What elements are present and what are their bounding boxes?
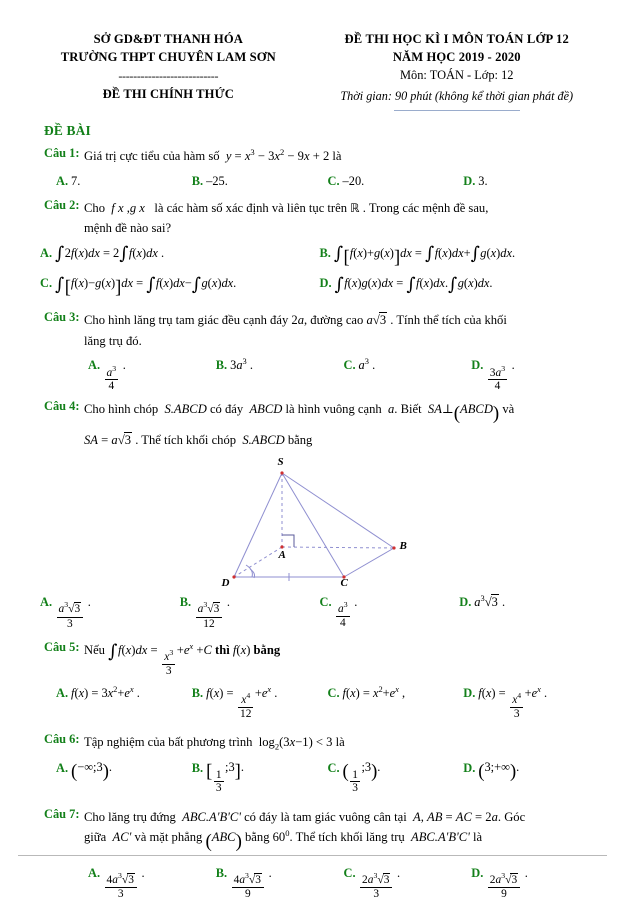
option-key: D.	[463, 760, 476, 775]
question-6-body	[84, 732, 599, 752]
option-value: $\frac{a^3}{4}$ .	[106, 358, 126, 393]
option-value: f(x) = $\frac{x^4}{12}$ $+e^x$ .	[206, 683, 278, 720]
question-1-option-d[interactable]	[463, 172, 599, 191]
school-year: NĂM HỌC 2019 - 2020	[392, 50, 521, 65]
option-key: B.	[191, 760, 204, 775]
option-key: A.	[88, 865, 101, 880]
option-key: C.	[343, 865, 356, 880]
question-4-label: Câu 4:	[44, 399, 80, 414]
question-4-text-line1: Cho hình chóp S.ABCD có đáy ABCD là hình vuông cạnh a. Biết SA⊥(ABCD) và	[84, 402, 515, 425]
question-5-text: Nếu ∫f(x)dx = $\frac{x^3}{3}$ $+e^x +C$ thì f(x) bằng	[84, 640, 281, 677]
option-key: A.	[56, 686, 69, 700]
option-value: $\frac{a^3√3}{12}$ .	[197, 594, 230, 630]
question-1-text: Giá trị cực tiểu của hàm số $y = x^3 - 3x^2 - 9x + 2$ là	[84, 146, 342, 164]
question-1-options	[30, 172, 599, 191]
option-key: A.	[40, 594, 53, 609]
footer-divider	[18, 855, 607, 856]
subject-grade: Môn: TOÁN - Lớp: 12	[400, 67, 514, 82]
question-3-option-a[interactable]	[88, 356, 216, 392]
question-2-text-line1: Cho f x ,g x là các hàm số xác định và liên tục trên ℝ . Trong các mệnh đề sau,	[84, 200, 489, 215]
option-key: C.	[40, 276, 53, 291]
document-header	[0, 0, 625, 109]
question-7-option-b[interactable]	[216, 864, 344, 901]
option-value: 3.	[478, 173, 488, 188]
question-5-option-b[interactable]	[192, 684, 328, 720]
option-key: A.	[40, 245, 53, 260]
option-key: B.	[191, 173, 204, 188]
question-3	[30, 310, 599, 351]
question-1	[30, 146, 599, 166]
option-key: D.	[463, 173, 476, 188]
question-5-option-a[interactable]	[56, 684, 192, 720]
option-key: B.	[319, 245, 331, 260]
question-6-text: Tập nghiệm của bất phương trình $\log_2(3x-1) < 3$ là	[84, 735, 345, 752]
question-5-label: Câu 5:	[44, 639, 80, 654]
option-value: $\frac{a^3√3}{3}$ .	[58, 594, 91, 630]
option-value: $a^3$ .	[358, 356, 376, 373]
question-3-option-d[interactable]	[471, 356, 599, 392]
question-4-option-b[interactable]	[180, 593, 320, 630]
question-5-option-d[interactable]	[463, 684, 599, 720]
option-value: $\frac{4a^3√3}{9}$ .	[233, 865, 272, 901]
option-value: ∫f(x)g(x)dx = ∫f(x)dx.∫g(x)dx.	[334, 275, 493, 296]
question-3-text-line2: lăng trụ đó.	[84, 334, 142, 349]
pyramid-svg	[200, 453, 430, 585]
option-value: $3a^3$ .	[230, 356, 253, 373]
question-4-option-c[interactable]	[320, 593, 460, 630]
question-4-option-d[interactable]	[459, 593, 599, 630]
question-1-label: Câu 1:	[44, 146, 80, 161]
pyramid-figure	[200, 453, 430, 589]
question-4-text-line2: SA = a√3 . Thể tích khối chóp S.ABCD bằng	[84, 433, 313, 448]
question-4-option-a[interactable]	[40, 593, 180, 630]
question-7-option-d[interactable]	[471, 864, 599, 901]
question-2-options-row1	[30, 244, 599, 273]
option-value: ( $\frac{1}{3}$ ;3).	[342, 760, 381, 795]
question-6-label: Câu 6:	[44, 732, 80, 747]
option-value: $\frac{2a^3√3}{3}$ .	[362, 865, 401, 901]
question-4-options	[30, 593, 599, 630]
option-key: D.	[471, 865, 484, 880]
option-value: –25.	[206, 173, 228, 188]
question-2-body	[84, 198, 599, 239]
question-7-options	[30, 864, 599, 901]
option-key: A.	[56, 173, 69, 188]
question-4-figure-wrap	[30, 453, 599, 589]
figure-vertex-label-c: C	[340, 576, 348, 589]
question-6-option-a[interactable]	[56, 758, 192, 794]
option-key: D.	[471, 358, 484, 373]
option-key: C.	[327, 173, 340, 188]
question-2-options-row2	[30, 274, 599, 303]
option-key: B.	[179, 594, 192, 609]
question-1-option-c[interactable]	[328, 172, 464, 191]
question-3-text-line1: Cho hình lăng trụ tam giác đều cạnh đáy 2a, đường cao a√3 . Tính thể tích của khối	[84, 313, 507, 328]
question-5-options	[30, 684, 599, 720]
question-7-body	[84, 807, 599, 858]
option-key: B.	[191, 686, 204, 700]
question-7-text-line1: Cho lăng trụ đứng ABC.A'B'C' có đáy là tam giác vuông cân tại A, AB = AC = 2a. Góc	[84, 809, 526, 824]
question-7	[30, 807, 599, 858]
option-key: A.	[56, 760, 69, 775]
header-left-block	[28, 30, 315, 109]
option-value: $f(x) = 3x^2+e^x$ .	[71, 683, 140, 700]
option-key: D.	[463, 686, 476, 700]
question-7-option-a[interactable]	[88, 864, 216, 901]
option-key: B.	[215, 358, 228, 373]
question-2-option-b[interactable]	[320, 244, 600, 273]
option-value: $\frac{3a^3}{4}$ .	[489, 358, 515, 393]
option-value: (−∞;3).	[71, 760, 112, 783]
figure-vertex-label-b: B	[399, 539, 407, 552]
question-4	[30, 399, 599, 451]
header-divider-dashes: ---------------------------	[118, 68, 219, 83]
option-key: B.	[215, 865, 228, 880]
exam-title: ĐỀ THI HỌC KÌ I MÔN TOÁN LỚP 12	[344, 32, 570, 46]
question-2-text-line2: mệnh đề nào sai?	[84, 221, 172, 236]
question-3-options	[30, 356, 599, 392]
question-3-body	[84, 310, 599, 351]
option-value: $\frac{4a^3√3}{3}$ .	[106, 865, 145, 901]
option-value: $f(x) = x^2+e^x$ ,	[342, 683, 406, 700]
option-value: $a^3√3$ .	[474, 592, 506, 609]
question-1-body	[84, 146, 599, 166]
question-6-options	[30, 758, 599, 794]
question-3-label: Câu 3:	[44, 310, 80, 325]
option-value: $\frac{2a^3√3}{9}$ .	[489, 865, 528, 901]
option-value: ∫2f(x)dx = 2∫f(x)dx .	[55, 244, 165, 265]
option-key: C.	[343, 358, 356, 373]
option-key: D.	[459, 594, 472, 609]
question-2-option-a[interactable]	[40, 244, 320, 273]
option-key: C.	[327, 760, 340, 775]
option-value: [ $\frac{1}{3}$ ;3].	[206, 760, 244, 795]
option-key: C.	[319, 594, 332, 609]
option-value: ∫[f(x)−g(x)]dx = ∫f(x)dx−∫g(x)dx.	[55, 275, 237, 299]
question-1-option-b[interactable]	[192, 172, 328, 191]
question-7-option-c[interactable]	[344, 864, 472, 901]
question-3-option-b[interactable]	[216, 356, 344, 392]
option-key: C.	[327, 686, 340, 700]
question-6-option-d[interactable]	[463, 758, 599, 794]
option-key: A.	[88, 358, 101, 373]
header-right-block	[315, 30, 598, 109]
option-value: $\frac{a^3}{4}$ .	[338, 594, 358, 629]
question-2	[30, 198, 599, 239]
question-6-option-b[interactable]	[192, 758, 328, 794]
question-1-option-a[interactable]	[56, 172, 192, 191]
option-value: 7.	[71, 173, 81, 188]
question-6-option-c[interactable]	[328, 758, 464, 794]
question-7-label: Câu 7:	[44, 806, 80, 821]
figure-vertex-label-s: S	[277, 455, 284, 468]
question-5-body	[84, 640, 599, 677]
option-value: (3;+∞).	[478, 760, 520, 783]
question-5-option-c[interactable]	[328, 684, 464, 720]
question-2-option-d[interactable]	[320, 274, 600, 303]
exam-content	[0, 109, 625, 900]
exam-duration: Thời gian: 90 phút (không kể thời gian phát đề)	[340, 88, 573, 109]
question-4-body	[84, 399, 599, 451]
option-value: ∫[f(x)+g(x)]dx = ∫f(x)dx+∫g(x)dx.	[333, 244, 516, 268]
department-name: SỞ GD&ĐT THANH HÓA	[93, 32, 243, 46]
school-name: TRƯỜNG THPT CHUYÊN LAM SƠN	[60, 50, 276, 65]
figure-vertex-label-d: D	[221, 576, 230, 589]
question-3-option-c[interactable]	[344, 356, 472, 392]
option-value: f(x) = $\frac{x^4}{3}$ $+e^x$ .	[478, 683, 548, 720]
question-7-text-line2: giữa AC' và mặt phẳng (ABC) bằng $60^0$. Thể tích khối lăng trụ ABC.A'B'C' là	[84, 827, 483, 853]
figure-vertex-label-a: A	[278, 548, 286, 561]
question-6	[30, 732, 599, 752]
section-title: ĐỀ BÀI	[44, 123, 91, 139]
option-value: –20.	[342, 173, 365, 188]
option-key: D.	[319, 276, 332, 291]
question-5	[30, 640, 599, 677]
official-exam-label: ĐỀ THI CHÍNH THỨC	[102, 86, 234, 101]
question-2-label: Câu 2:	[44, 197, 80, 212]
question-2-option-c[interactable]	[40, 274, 320, 303]
